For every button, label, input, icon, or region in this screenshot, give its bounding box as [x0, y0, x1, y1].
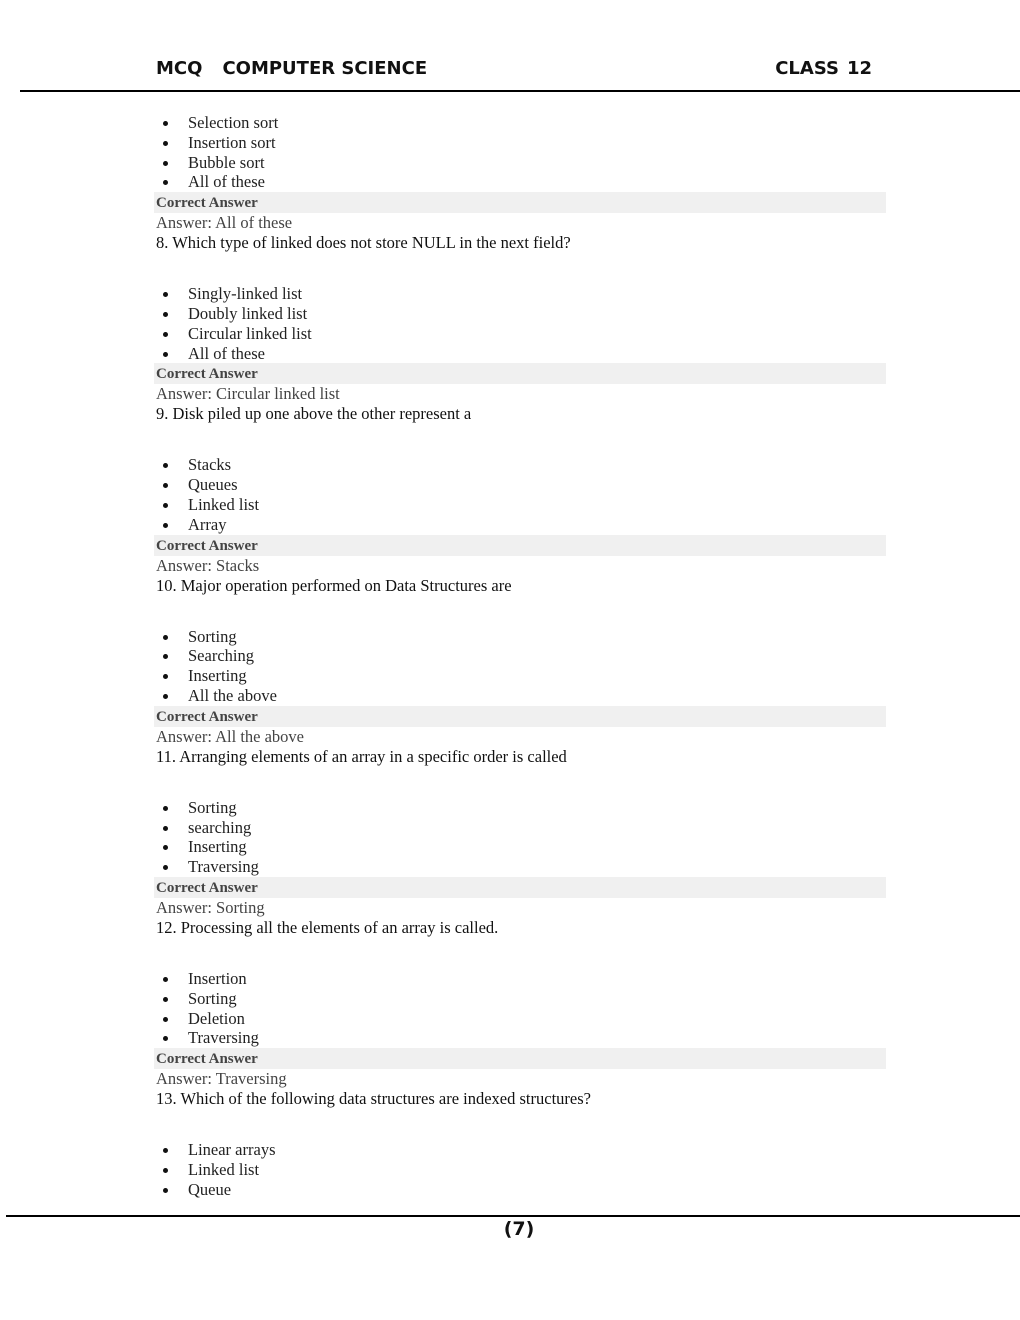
question-8	[156, 233, 886, 404]
answer-text: Answer: Traversing	[156, 1069, 287, 1089]
header-mcq: MCQ	[156, 58, 203, 79]
question-text: 12. Processing all the elements of an array is called.	[156, 917, 499, 937]
option-item: All of these	[156, 344, 886, 364]
mcq-content	[156, 113, 886, 1200]
option-item: Selection sort	[156, 113, 886, 133]
option-item: Insertion sort	[156, 133, 886, 153]
option-item: Array	[156, 515, 886, 535]
correct-answer-toggle[interactable]: Correct Answer	[154, 877, 886, 898]
option-list	[156, 969, 886, 1048]
option-item: Searching	[156, 646, 886, 666]
question-12	[156, 918, 886, 1089]
question-text: 11. Arranging elements of an array in a specific order is called	[156, 746, 567, 766]
question-10	[156, 576, 886, 747]
option-item: All the above	[156, 686, 886, 706]
option-item: Traversing	[156, 857, 886, 877]
question-11	[156, 747, 886, 918]
option-item: All of these	[156, 172, 886, 192]
option-item: Insertion	[156, 969, 886, 989]
option-item: Singly-linked list	[156, 284, 886, 304]
option-item: Doubly linked list	[156, 304, 886, 324]
question-13	[156, 1089, 886, 1199]
header-subject: COMPUTER SCIENCE	[222, 58, 428, 79]
answer-text: Answer: Circular linked list	[156, 384, 340, 404]
question-text: 10. Major operation performed on Data Structures are	[156, 575, 512, 595]
option-item: Deletion	[156, 1009, 886, 1029]
page-number: (7)	[503, 1218, 535, 1240]
header-class	[767, 58, 872, 79]
page-header	[156, 58, 872, 79]
question-9	[156, 404, 886, 575]
correct-answer-toggle[interactable]: Correct Answer	[154, 363, 886, 384]
option-list	[156, 798, 886, 877]
option-item: Linked list	[156, 1160, 886, 1180]
question-text: 9. Disk piled up one above the other represent a	[156, 404, 472, 424]
question-text: 8. Which type of linked does not store NULL in the next field?	[156, 233, 571, 253]
option-item: Linked list	[156, 495, 886, 515]
option-list	[156, 284, 886, 363]
correct-answer-toggle[interactable]: Correct Answer	[154, 706, 886, 727]
answer-text: Answer: All the above	[156, 726, 305, 746]
answer-text: Answer: Stacks	[156, 555, 260, 575]
option-list	[156, 627, 886, 706]
option-item: Bubble sort	[156, 153, 886, 173]
header-divider	[20, 90, 1020, 92]
question-text: 13. Which of the following data structures are indexed structures?	[156, 1089, 591, 1109]
correct-answer-toggle[interactable]: Correct Answer	[154, 192, 886, 213]
option-item: Queues	[156, 475, 886, 495]
option-item: Stacks	[156, 455, 886, 475]
option-item: Linear arrays	[156, 1140, 886, 1160]
option-list	[156, 113, 886, 192]
footer-divider	[6, 1215, 1020, 1217]
option-item: Sorting	[156, 798, 886, 818]
question-7-continued	[156, 113, 886, 233]
correct-answer-toggle[interactable]: Correct Answer	[154, 1048, 886, 1069]
option-item: Inserting	[156, 666, 886, 686]
header-class-label: CLASS	[775, 58, 839, 79]
option-item: Sorting	[156, 989, 886, 1009]
header-title	[156, 58, 447, 79]
correct-answer-toggle[interactable]: Correct Answer	[154, 535, 886, 556]
option-list	[156, 455, 886, 534]
option-item: Queue	[156, 1180, 886, 1200]
option-item: Traversing	[156, 1028, 886, 1048]
option-list	[156, 1140, 886, 1199]
option-item: searching	[156, 818, 886, 838]
answer-text: Answer: All of these	[156, 213, 293, 233]
answer-text: Answer: Sorting	[156, 897, 265, 917]
option-item: Sorting	[156, 627, 886, 647]
option-item: Inserting	[156, 837, 886, 857]
option-item: Circular linked list	[156, 324, 886, 344]
header-class-number: 12	[846, 58, 872, 79]
